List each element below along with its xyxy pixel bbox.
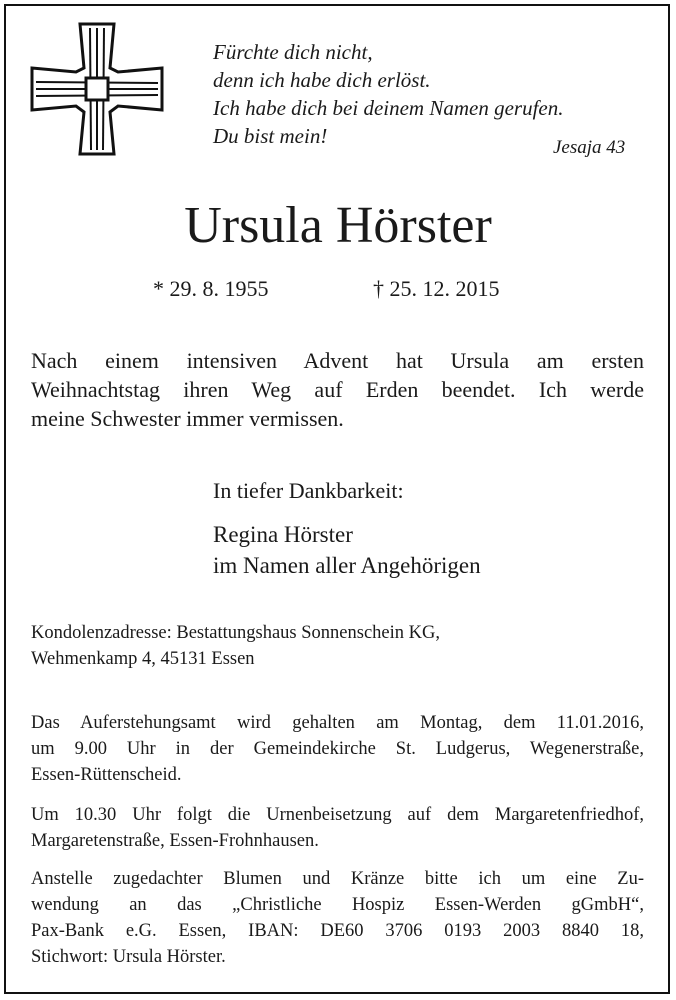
donation-line: Stichwort: Ursula Hörster.	[31, 947, 226, 967]
verse-reference: Jesaja 43	[553, 137, 626, 158]
death-date: † 25. 12. 2015	[373, 276, 500, 301]
service-line: Das Auferstehungsamt wird gehalten am Montag, dem 11.01.2016,	[31, 713, 644, 733]
bible-verse	[213, 38, 563, 150]
verse-line: Fürchte dich nicht,	[213, 40, 373, 64]
service-line: um 9.00 Uhr in der Gemeindekirche St. Ludgerus, Wegenerstraße,	[31, 739, 644, 759]
donation-line: Anstelle zugedachter Blumen und Kränze bitte ich um eine Zu-	[31, 869, 644, 889]
verse-line: Du bist mein!	[213, 124, 328, 148]
burial-line: Margaretenstraße, Essen-Frohnhausen.	[31, 831, 319, 851]
signer-name: Regina Hörster	[213, 522, 353, 547]
deceased-name: Ursula Hörster	[184, 197, 492, 254]
cross-icon	[30, 22, 164, 156]
message-line: Weihnachtstag ihren Weg auf Erden beendet. Ich werde	[31, 377, 644, 402]
condolence-line: Wehmenkamp 4, 45131 Essen	[31, 649, 255, 669]
service-info	[31, 710, 644, 788]
message-line: meine Schwester immer vermissen.	[31, 406, 344, 431]
burial-line: Um 10.30 Uhr folgt die Urnenbeisetzung auf dem Margaretenfriedhof,	[31, 805, 644, 825]
birth-date: * 29. 8. 1955	[153, 276, 269, 301]
burial-info	[31, 802, 644, 854]
closing-phrase: In tiefer Dankbarkeit:	[213, 478, 404, 503]
message-line: Nach einem intensiven Advent hat Ursula am ersten	[31, 348, 644, 373]
service-line: Essen-Rüttenscheid.	[31, 765, 182, 785]
obituary-message	[31, 346, 644, 433]
condolence-line: Kondolenzadresse: Bestattungshaus Sonnenschein KG,	[31, 623, 440, 643]
verse-line: Ich habe dich bei deinem Namen gerufen.	[213, 96, 564, 120]
donation-info	[31, 866, 644, 970]
condolence-address	[31, 620, 644, 672]
signer-subtitle: im Namen aller Angehörigen	[213, 553, 481, 578]
verse-line: denn ich habe dich erlöst.	[213, 68, 431, 92]
donation-line: wendung an das „Christliche Hospiz Essen-Werden gGmbH“,	[31, 895, 644, 915]
donation-line: Pax-Bank e.G. Essen, IBAN: DE60 3706 0193 2003 8840 18,	[31, 921, 644, 941]
